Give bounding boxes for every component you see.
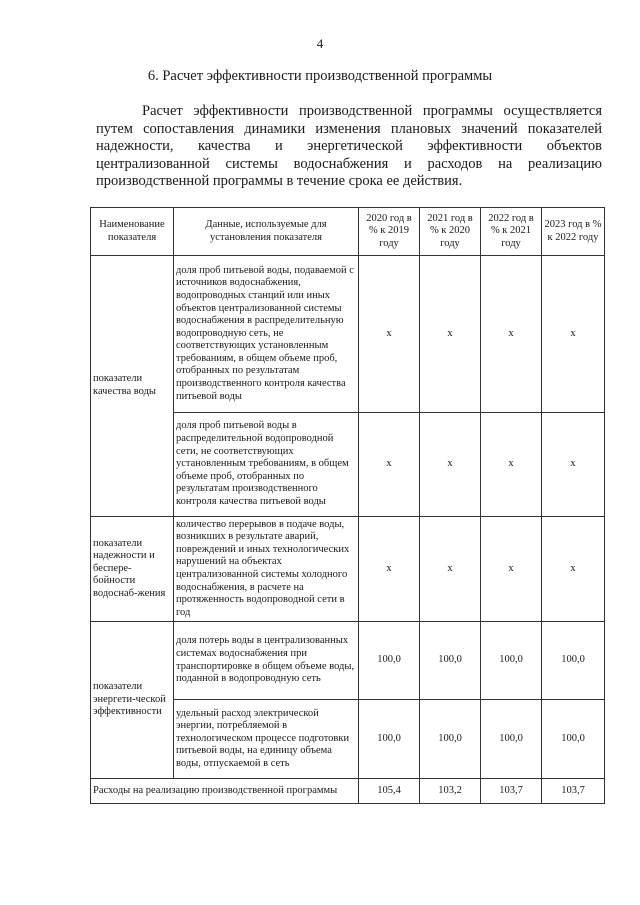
header-2022: 2022 год в % к 2021 году <box>481 208 542 256</box>
header-2023: 2023 год в % к 2022 году <box>542 208 605 256</box>
intro-paragraph: Расчет эффективности производственной программы осуществляется путем сопоставления динамики изменения плановых значений показателей надежности, качества и энергетической эффективности объектов централизованной системы водоснабжения и расходов на реализацию производственной программы в течение срока ее действия. <box>96 103 602 189</box>
value-cell: х <box>481 517 542 622</box>
value-cell: 100,0 <box>359 700 420 779</box>
value-cell: х <box>542 256 605 413</box>
value-cell: х <box>359 256 420 413</box>
value-cell: х <box>481 413 542 517</box>
value-cell: х <box>420 517 481 622</box>
value-cell: 100,0 <box>359 622 420 700</box>
header-2020: 2020 год в % к 2019 году <box>359 208 420 256</box>
value-cell: 103,7 <box>542 779 605 804</box>
efficiency-table <box>90 207 605 804</box>
group-energy: показатели энергети-ческой эффективности <box>91 622 174 779</box>
value-cell: х <box>359 517 420 622</box>
value-cell: 103,2 <box>420 779 481 804</box>
row-data: количество перерывов в подаче воды, возникших в результате аварий, повреждений и иных технологических нарушений на объектах централизованной системы холодного водоснабжения, в расчете на протяженность водопроводной сети в год <box>174 517 359 622</box>
value-cell: 100,0 <box>481 622 542 700</box>
value-cell: х <box>420 413 481 517</box>
table-row <box>91 622 605 700</box>
value-cell: 100,0 <box>420 700 481 779</box>
group-quality: показатели качества воды <box>91 256 174 517</box>
header-name: Наименование показателя <box>91 208 174 256</box>
value-cell: х <box>481 256 542 413</box>
value-cell: х <box>542 517 605 622</box>
page-number: 4 <box>316 36 324 51</box>
total-row <box>91 779 605 804</box>
value-cell: 105,4 <box>359 779 420 804</box>
row-data: доля проб питьевой воды в распределительной водопроводной сети, не соответствующих установленным требованиям, в общем объеме проб, отобранных по результатам производственного контроля качества питьевой воды <box>174 413 359 517</box>
value-cell: 100,0 <box>481 700 542 779</box>
header-2021: 2021 год в % к 2020 году <box>420 208 481 256</box>
group-reliability: показатели надежности и беспере-бойности водоснаб-жения <box>91 517 174 622</box>
value-cell: х <box>359 413 420 517</box>
section-heading: 6. Расчет эффективности производственной программы <box>147 68 493 84</box>
value-cell: 100,0 <box>420 622 481 700</box>
value-cell: 100,0 <box>542 622 605 700</box>
header-data: Данные, используемые для установления показателя <box>174 208 359 256</box>
row-data: удельный расход электрической энергии, потребляемой в технологическом процессе подготовки питьевой воды, на единицу объема воды, отпускаемой в сеть <box>174 700 359 779</box>
table-header-row <box>91 208 605 256</box>
total-label: Расходы на реализацию производственной программы <box>91 779 359 804</box>
row-data: доля потерь воды в централизованных системах водоснабжения при транспортировке в общем объеме воды, поданной в водопроводную сеть <box>174 622 359 700</box>
value-cell: 100,0 <box>542 700 605 779</box>
value-cell: х <box>420 256 481 413</box>
value-cell: 103,7 <box>481 779 542 804</box>
table-row <box>91 517 605 622</box>
table-row <box>91 256 605 413</box>
row-data: доля проб питьевой воды, подаваемой с источников водоснабжения, водопроводных станций или иных объектов централизованной системы водоснабжения в распределительную водопроводную сеть, не соответствующих установленным требованиям, в общем объеме проб, отобранных по результатам производственного контроля качества питьевой воды <box>174 256 359 413</box>
value-cell: х <box>542 413 605 517</box>
